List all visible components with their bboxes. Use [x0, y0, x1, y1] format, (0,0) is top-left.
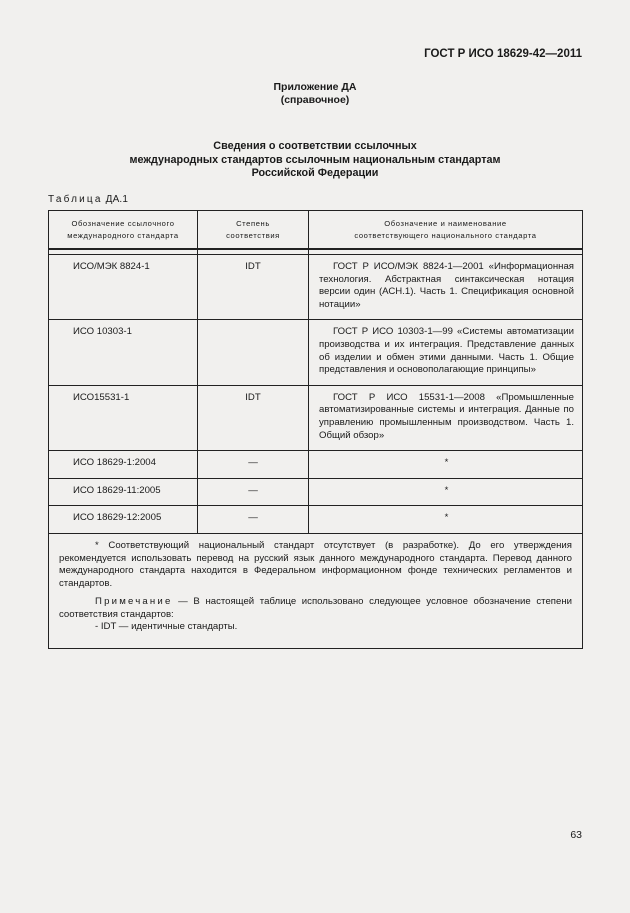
ref-standard-cell: ИСО/МЭК 8824-1: [49, 255, 198, 320]
header-ref-standard-line-1: Обозначение ссылочного: [71, 219, 175, 228]
ref-standard-cell: ИСО 10303-1: [49, 320, 198, 385]
note: [59, 596, 572, 621]
table-row: [49, 478, 583, 506]
table-row: [49, 506, 583, 534]
ref-standard-cell: ИСО15531-1: [49, 385, 198, 450]
section-title-line-2: международных стандартов ссылочным национальным стандартам: [129, 153, 501, 166]
degree-cell: —: [198, 478, 309, 506]
annex-subtitle: (справочное): [280, 94, 350, 106]
header-degree: [198, 211, 309, 250]
national-standard-cell: [309, 385, 583, 450]
ref-standard-cell: ИСО 18629-1:2004: [49, 451, 198, 479]
degree-cell: IDT: [198, 255, 309, 320]
table-header-row: [49, 211, 583, 250]
standard-code: ГОСТ Р ИСО 18629-42—2011: [424, 48, 582, 60]
table-footer-cell: [49, 533, 583, 648]
table-row: [49, 451, 583, 479]
national-standard-cell: *: [309, 451, 583, 479]
table-label-word: Таблица: [48, 194, 103, 205]
ref-standard-cell: ИСО 18629-12:2005: [49, 506, 198, 534]
national-standard-cell: *: [309, 506, 583, 534]
table-row: [49, 255, 583, 320]
header-national-standard: [309, 211, 583, 250]
header-degree-line-2: соответствия: [226, 231, 280, 240]
table-label-number: ДА.1: [105, 194, 129, 205]
table-row: [49, 385, 583, 450]
national-standard-text: ГОСТ Р ИСО 10303-1—99 «Системы автоматизации производства и их интеграция. Представление данных об изделии и обмен этими данными. Часть 1. Общие представления и основополагающие принципы»: [319, 326, 574, 376]
header-degree-line-1: Степень: [236, 219, 270, 228]
national-standard-cell: [309, 255, 583, 320]
ref-standard-cell: ИСО 18629-11:2005: [49, 478, 198, 506]
section-title-line-1: Сведения о соответствии ссылочных: [213, 140, 417, 152]
note-word: Примечание: [95, 596, 173, 608]
national-standard-cell: *: [309, 478, 583, 506]
national-standard-cell: [309, 320, 583, 385]
section-title-line-3: Российской Федерации: [251, 167, 379, 179]
footnote: * Соответствующий национальный стандарт отсутствует (в разработке). До его утверждения рекомендуется использовать перевод на русский язык данного международного стандарта. Перевод данного международного стандарта находится в Федеральном информационном фонде технических регламентов и стандартов.: [59, 539, 572, 589]
note-item: - IDT — идентичные стандарты.: [95, 621, 238, 633]
header-national-standard-line-2: соответствующего национального стандарта: [354, 231, 537, 240]
national-standard-text: ГОСТ Р ИСО 15531-1—2008 «Промышленные автоматизированные системы и интеграция. Данные по управлению промышленным производством. Часть 1. Общий обзор»: [319, 391, 574, 441]
header-ref-standard: [49, 211, 198, 250]
header-national-standard-line-1: Обозначение и наименование: [384, 219, 507, 228]
degree-cell: IDT: [198, 385, 309, 450]
national-standard-text: ГОСТ Р ИСО/МЭК 8824-1—2001 «Информационная технология. Абстрактная синтаксическая нотация версии один (АСН.1). Часть 1. Спецификация основной нотации»: [319, 261, 574, 310]
table-label: [48, 194, 128, 205]
correspondence-table: [48, 210, 583, 649]
section-title: [48, 140, 582, 181]
degree-cell: —: [198, 451, 309, 479]
degree-cell: —: [198, 506, 309, 534]
degree-cell: [198, 320, 309, 385]
table-footer-row: [49, 533, 583, 648]
page-number: 63: [570, 829, 582, 841]
note-text: — В настоящей таблице использовано следующее условное обозначение степени соответствия стандартов:: [59, 596, 572, 620]
table-row: [49, 320, 583, 385]
header-ref-standard-line-2: международного стандарта: [67, 231, 179, 240]
annex-title: Приложение ДА: [273, 81, 357, 93]
